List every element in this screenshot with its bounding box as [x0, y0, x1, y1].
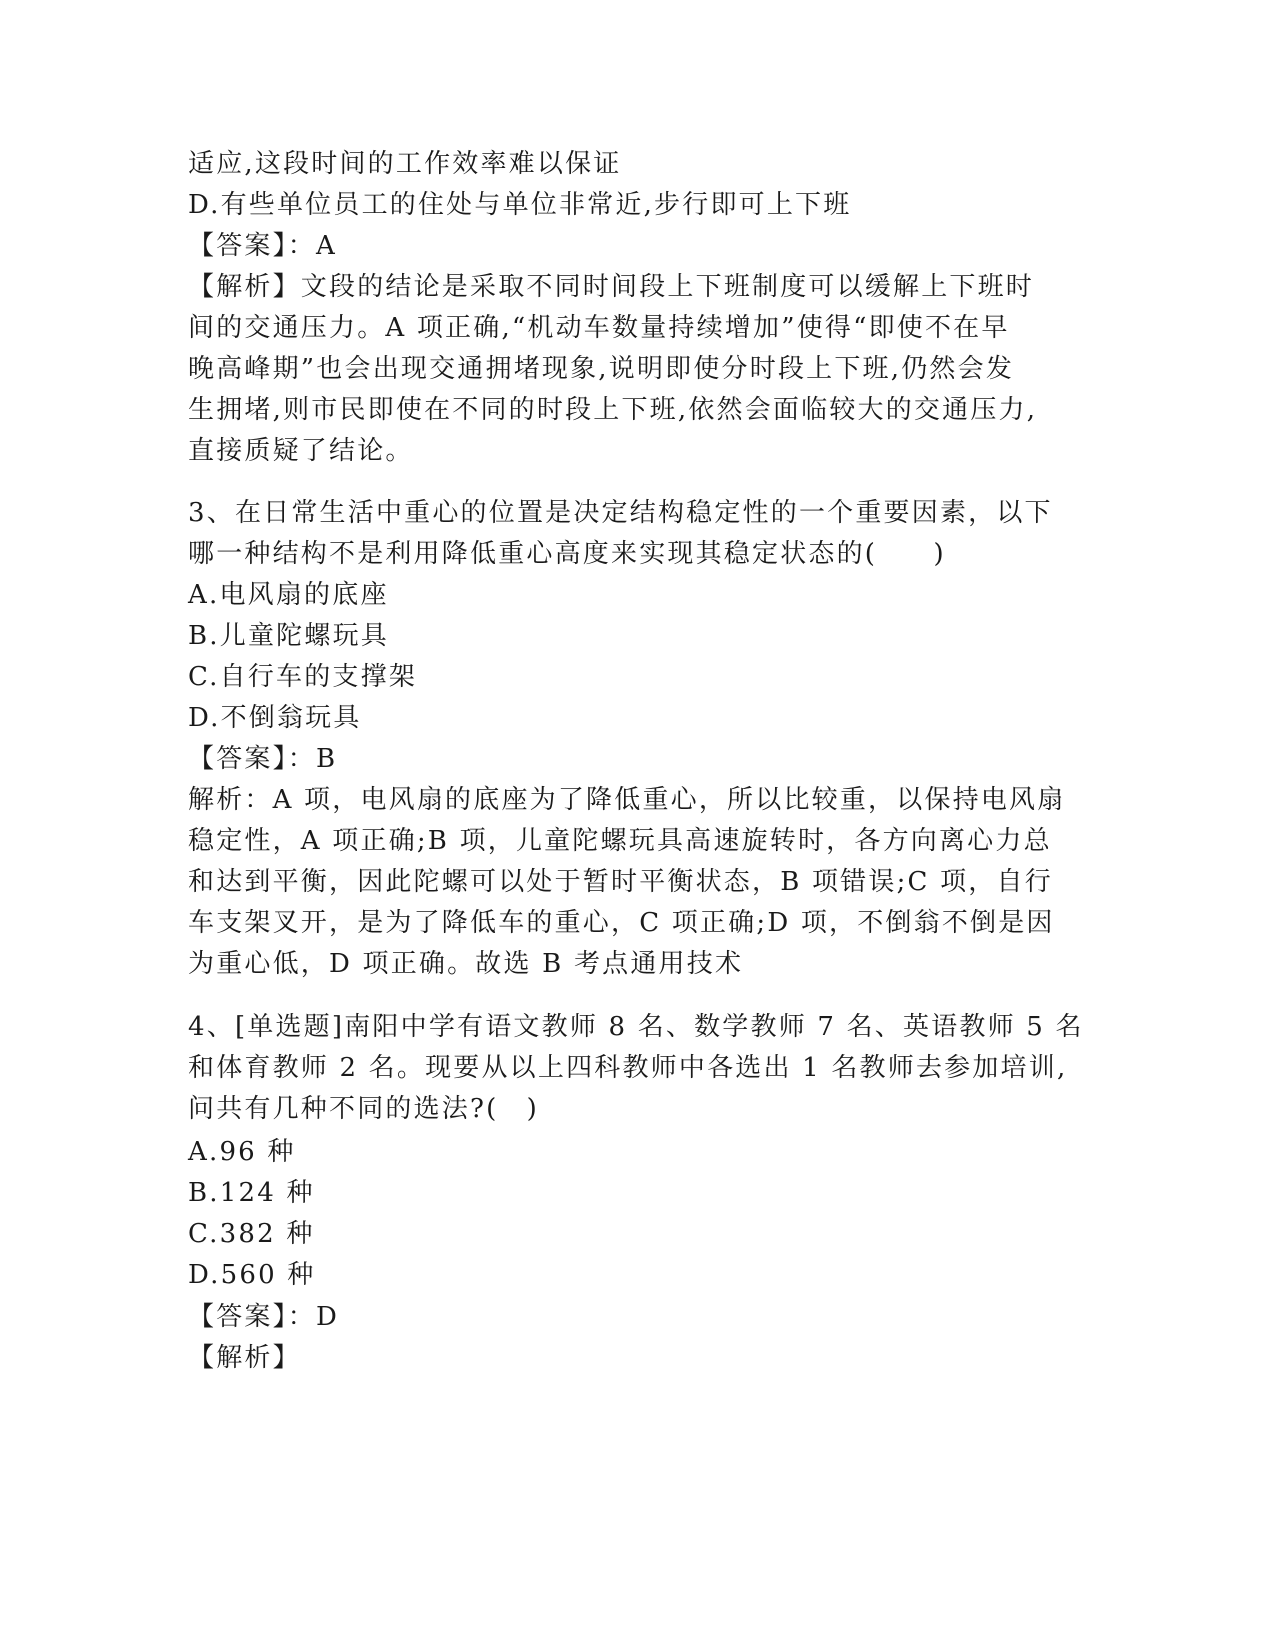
- q3-analysis-line: 和达到平衡，因此陀螺可以处于暂时平衡状态，B 项错误;C 项，自行: [188, 867, 1053, 897]
- q3-analysis-line: 车支架叉开，是为了降低车的重心，C 项正确;D 项，不倒翁不倒是因: [188, 908, 1055, 938]
- q4-option-b: B.124 种: [188, 1178, 315, 1208]
- q4-option-c: C.382 种: [188, 1219, 315, 1249]
- q4-analysis-label: 【解析】: [188, 1343, 301, 1373]
- q2-option-d: D.有些单位员工的住处与单位非常近,步行即可上下班: [188, 190, 852, 220]
- q4-option-a: A.96 种: [188, 1137, 296, 1167]
- q3-analysis-line: 稳定性，A 项正确;B 项，儿童陀螺玩具高速旋转时，各方向离心力总: [188, 826, 1052, 856]
- q2-answer: 【答案】：A: [188, 231, 337, 261]
- q4-stem-line: 问共有几种不同的选法?( ): [188, 1094, 540, 1124]
- q4-stem-line: 4、[单选题]南阳中学有语文教师 8 名、数学教师 7 名、英语教师 5 名: [188, 1012, 1084, 1042]
- q3-option-a: A.电风扇的底座: [188, 580, 389, 610]
- q2-analysis-line: 【解析】文段的结论是采取不同时间段上下班制度可以缓解上下班时: [188, 272, 1035, 302]
- q3-option-c: C.自行车的支撑架: [188, 662, 418, 692]
- q4-stem-line: 和体育教师 2 名。现要从以上四科教师中各选出 1 名教师去参加培训,: [188, 1053, 1068, 1083]
- q3-analysis-line: 为重心低，D 项正确。故选 B 考点通用技术: [188, 949, 744, 979]
- q3-answer: 【答案】：B: [188, 744, 338, 774]
- q2-analysis-line: 间的交通压力。A 项正确,“机动车数量持续增加”使得“即使不在早: [188, 313, 1010, 343]
- q2-analysis-line: 直接质疑了结论。: [188, 436, 414, 466]
- q4-answer: 【答案】：D: [188, 1302, 340, 1332]
- q3-stem-line: 3、在日常生活中重心的位置是决定结构稳定性的一个重要因素，以下: [188, 498, 1053, 528]
- q3-stem-line: 哪一种结构不是利用降低重心高度来实现其稳定状态的( ): [188, 539, 946, 569]
- q4-option-d: D.560 种: [188, 1260, 316, 1290]
- q2-option-c-continued: 适应,这段时间的工作效率难以保证: [188, 149, 622, 179]
- q3-option-b: B.儿童陀螺玩具: [188, 621, 389, 651]
- q2-analysis-line: 晚高峰期”也会出现交通拥堵现象,说明即使分时段上下班,仍然会发: [188, 354, 1015, 384]
- q3-analysis-line: 解析：A 项，电风扇的底座为了降低重心，所以比较重，以保持电风扇: [188, 785, 1066, 815]
- q2-analysis-line: 生拥堵,则市民即使在不同的时段上下班,依然会面临较大的交通压力,: [188, 395, 1038, 425]
- q3-option-d: D.不倒翁玩具: [188, 703, 362, 733]
